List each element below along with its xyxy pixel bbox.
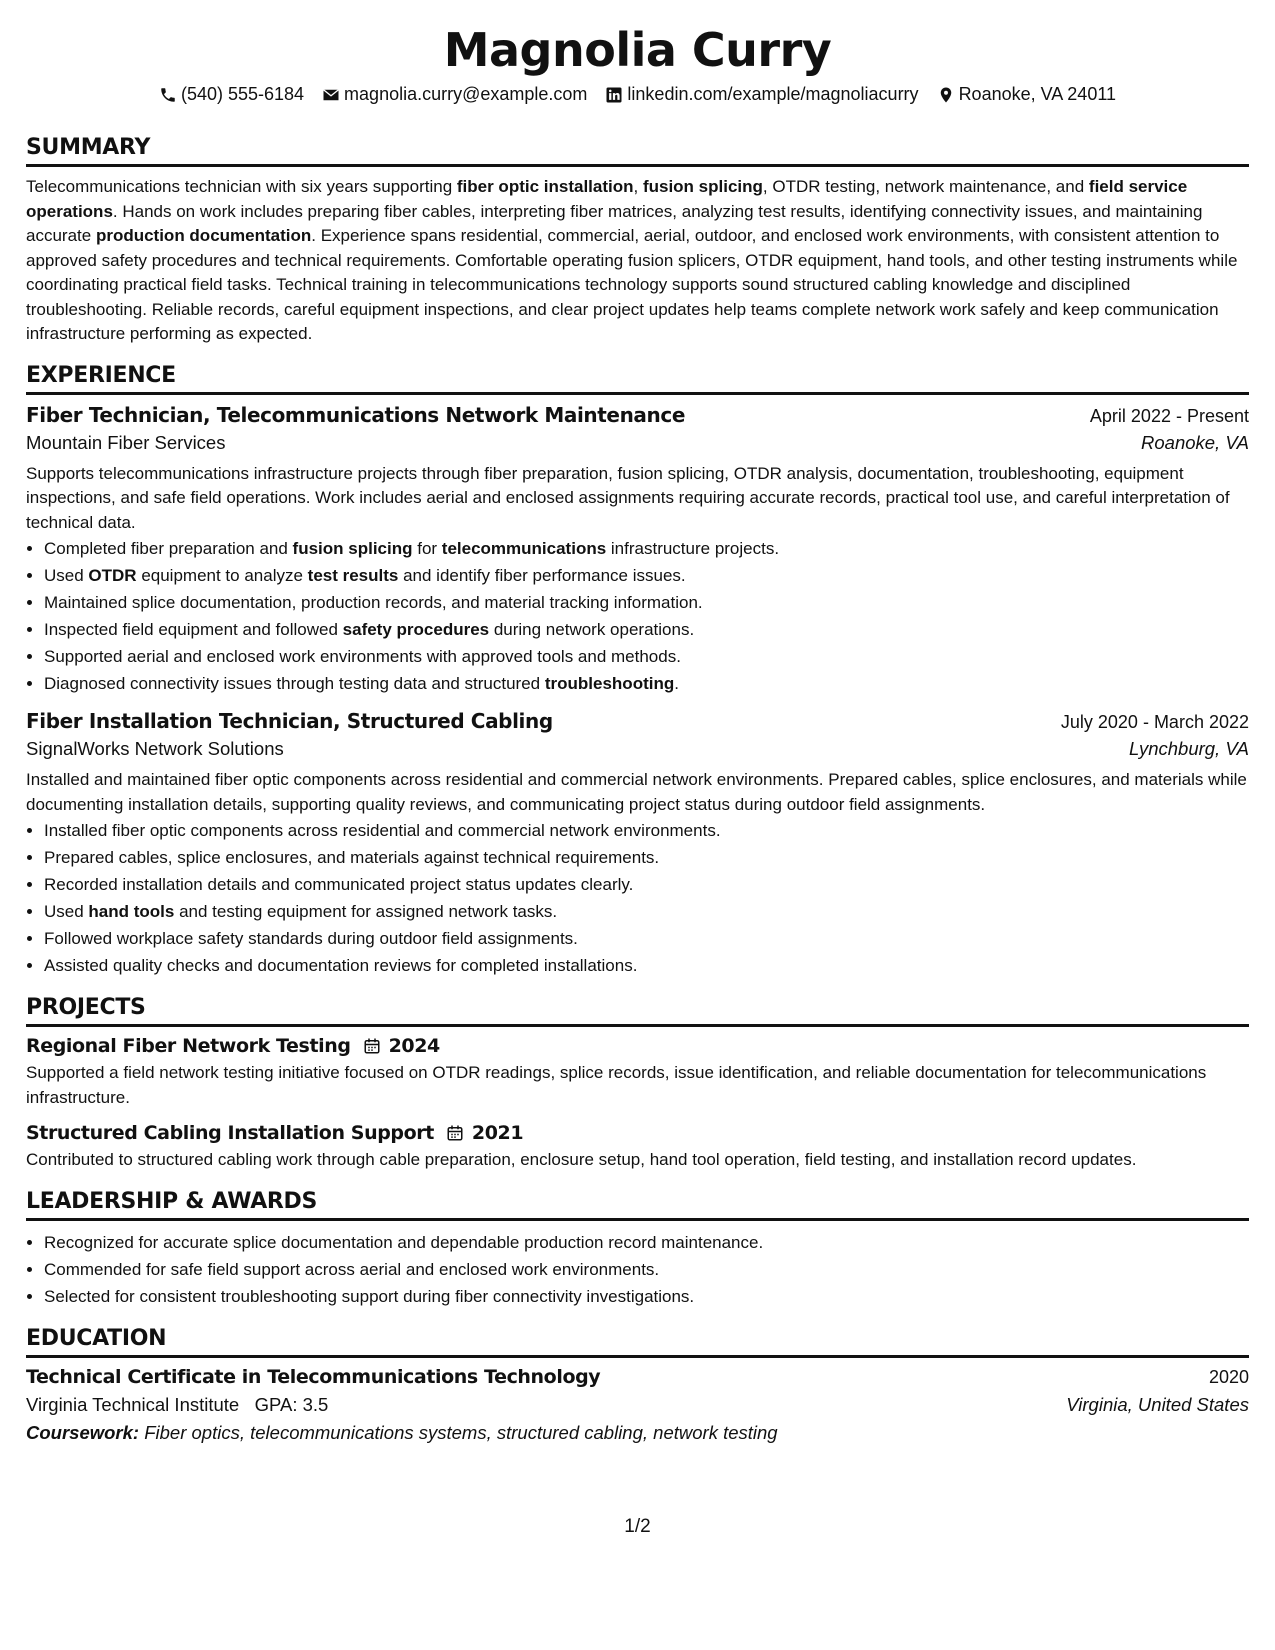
calendar-icon: [446, 1124, 464, 1142]
leadership-section: [26, 1189, 1249, 1310]
education-year: 2020: [1208, 1366, 1249, 1387]
contact-linkedin[interactable]: linkedin.com/example/magnoliacurry: [605, 84, 918, 105]
page-number: 1/2: [624, 1516, 651, 1537]
list-item: • Inspected field equipment and followed safety procedures during network operations.: [44, 616, 1249, 643]
project-entry: [26, 1122, 1249, 1173]
phone-icon: [159, 86, 177, 104]
list-item: • Recorded installation details and communicated project status updates clearly.: [44, 871, 1249, 898]
project-entry: [26, 1035, 1249, 1110]
contact-location: Roanoke, VA 24011: [937, 84, 1116, 105]
project-title: Regional Fiber Network Testing: [26, 1035, 351, 1057]
job-description: Supports telecommunications infrastructure projects through fiber preparation, fusion splicing, OTDR analysis, documentation, troubleshooting, equipment inspections, and safe field operations. Work includes aerial and enclosed assignments requiring accurate records, practical tool use, and careful interpretation of technical data.: [26, 463, 1230, 532]
projects-section: [26, 995, 1249, 1173]
section-title-education: EDUCATION: [26, 1326, 1249, 1358]
job-company: SignalWorks Network Solutions: [26, 738, 284, 759]
list-item: • Commended for safe field support across aerial and enclosed work environments.: [44, 1256, 1249, 1283]
list-item: • Used OTDR equipment to analyze test results and identify fiber performance issues.: [44, 562, 1249, 589]
contact-phone: (540) 555-6184: [159, 84, 304, 105]
project-description: Contributed to structured cabling work through cable preparation, enclosure setup, hand tool operation, field testing, and installation record updates.: [26, 1150, 1137, 1169]
job-title: Fiber Installation Technician, Structured Cabling: [26, 709, 553, 733]
education-section: [26, 1326, 1249, 1444]
section-title-leadership: LEADERSHIP & AWARDS: [26, 1189, 1249, 1221]
gpa: GPA: 3.5: [254, 1393, 329, 1415]
list-item: • Followed workplace safety standards during outdoor field assignments.: [44, 925, 1249, 952]
list-item: • Maintained splice documentation, production records, and material tracking information.: [44, 589, 1249, 616]
list-item: • Supported aerial and enclosed work environments with approved tools and methods.: [44, 643, 1249, 670]
summary-text: Telecommunications technician with six years supporting fiber optic installation, fusion splicing, OTDR testing, network maintenance, and field service operations. Hands on work includes preparing fiber cables, interpreting fiber matrices, analyzing test results, identifying connectivity issues, and maintaining accurate production documentation. Experience spans residential, commercial, aerial, outdoor, and enclosed work environments, with consistent attention to approved safety procedures and technical requirements. Comfortable operating fusion splicers, OTDR equipment, hand tools, and other testing instruments while coordinating practical field tasks. Technical training in telecommunications technology supports sound structured cabling knowledge and disciplined troubleshooting. Reliable records, careful equipment inspections, and clear project updates help teams complete network work safely and keep communication infrastructure performing as expected.: [26, 177, 1238, 343]
job-title: Fiber Technician, Telecommunications Network Maintenance: [26, 402, 685, 427]
leadership-list: [26, 1229, 1249, 1310]
job-date: July 2020 - March 2022: [1060, 712, 1249, 732]
summary-section: [26, 135, 1249, 347]
job-location: Roanoke, VA: [1141, 431, 1249, 453]
project-title: Structured Cabling Installation Support: [26, 1122, 434, 1144]
job-bullets: [26, 535, 1249, 697]
list-item: • Recognized for accurate splice documentation and dependable production record maintenance.: [44, 1229, 1249, 1256]
envelope-icon: [322, 86, 340, 104]
contact-bar: [26, 84, 1249, 105]
list-item: • Selected for consistent troubleshooting support during fiber connectivity investigations.: [44, 1283, 1249, 1310]
job-date: April 2022 - Present: [1089, 405, 1249, 426]
list-item: • Diagnosed connectivity issues through testing data and structured troubleshooting.: [44, 670, 1249, 697]
list-item: • Assisted quality checks and documentation reviews for completed installations.: [44, 952, 1249, 979]
candidate-name: Magnolia Curry: [443, 23, 832, 77]
job-description: Installed and maintained fiber optic components across residential and commercial network environments. Prepared cables, splice enclosures, and materials while documenting installation details, supporting quality reviews, and communicating project status during outdoor field assignments.: [26, 770, 1247, 814]
list-item: • Prepared cables, splice enclosures, and materials against technical requirements.: [44, 844, 1249, 871]
coursework: Coursework: Fiber optics, telecommunications systems, structured cabling, network testing: [26, 1421, 778, 1443]
resume-page: [26, 0, 1249, 1444]
degree-title: Technical Certificate in Telecommunications Technology: [26, 1365, 601, 1388]
project-year: 2021: [471, 1122, 524, 1144]
list-item: • Installed fiber optic components across residential and commercial network environments.: [44, 817, 1249, 844]
list-item: • Used hand tools and testing equipment for assigned network tasks.: [44, 898, 1249, 925]
project-description: Supported a field network testing initiative focused on OTDR readings, splice records, issue identification, and reliable documentation for telecommunications infrastructure.: [26, 1063, 1207, 1107]
project-year: 2024: [388, 1035, 440, 1057]
list-item: • Completed fiber preparation and fusion splicing for telecommunications infrastructure projects.: [44, 535, 1249, 562]
job-entry: [26, 709, 1249, 979]
education-location: Virginia, United States: [1066, 1393, 1249, 1415]
linkedin-icon: [605, 86, 623, 104]
job-location: Lynchburg, VA: [1129, 738, 1249, 759]
experience-section: [26, 363, 1249, 980]
job-bullets: [26, 817, 1249, 979]
job-company: Mountain Fiber Services: [26, 431, 226, 453]
school-line: Virginia Technical Institute GPA: 3.5: [26, 1393, 329, 1415]
section-title-summary: SUMMARY: [26, 135, 1249, 167]
section-title-experience: EXPERIENCE: [26, 363, 1249, 395]
calendar-icon: [363, 1037, 381, 1055]
contact-email[interactable]: magnolia.curry@example.com: [322, 84, 587, 105]
section-title-projects: PROJECTS: [26, 995, 1249, 1027]
map-pin-icon: [937, 86, 955, 104]
job-entry: [26, 403, 1249, 698]
